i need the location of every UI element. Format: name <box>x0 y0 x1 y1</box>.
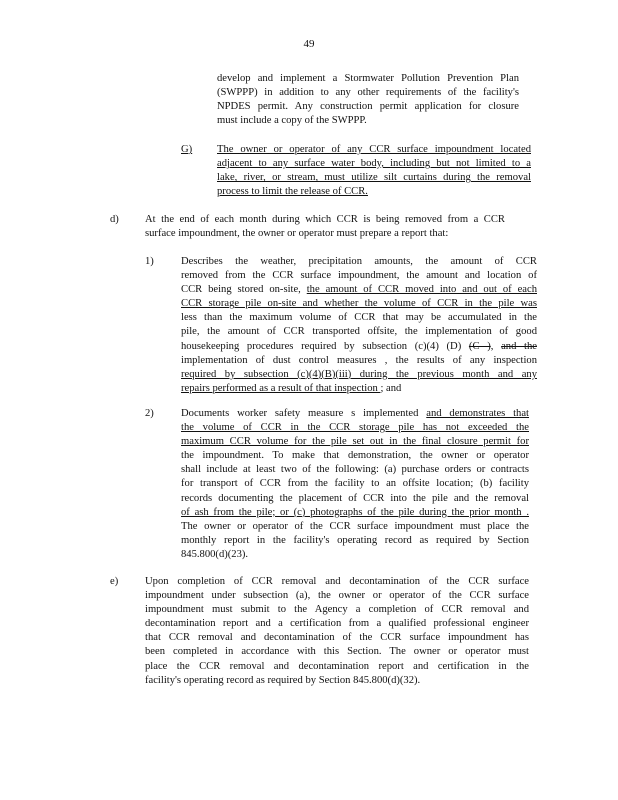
page-number: 49 <box>303 38 315 50</box>
item-d2-line-8: of ash from the pile; or (c) photographs of the pile during the prior month . <box>181 506 529 518</box>
item-e-line-6: been completed in accordance with this Section. The owner or operator must <box>145 646 529 658</box>
item-d2-text <box>181 407 529 562</box>
item-d1-line-10 <box>181 382 537 396</box>
item-d-line-1: At the end of each month during which CCR is being removed from a CCR <box>145 214 505 225</box>
item-e-line-1: Upon completion of CCR removal and decontamination of the CCR surface <box>145 576 529 587</box>
item-g-line-4: process to limit the release of CCR. <box>217 186 368 198</box>
item-e-line-3: impoundment must submit to the Agency a completion of CCR removal and <box>145 604 529 616</box>
item-d1-line-8: implementation of dust control measures , the results of any inspection <box>181 354 537 366</box>
item-e-line-7: place the CCR removal and decontamination report and certification in the <box>145 660 529 672</box>
item-d1-line-9: required by subsection (c)(4)(B)(iii) during the previous month and any <box>181 368 537 380</box>
item-d-line-2: surface impoundment, the owner or operator must prepare a report that: <box>145 228 449 240</box>
intro-line-2: (SWPPP) in addition to any other requirements of the facility's <box>217 87 519 99</box>
item-d1-line-7b: (C ) <box>468 340 491 352</box>
item-g-text <box>217 143 531 199</box>
item-d1-line-7d: and the <box>501 340 537 352</box>
item-d2-line-5: shall include at least two of the following: (a) purchase orders or contracts <box>181 464 529 476</box>
item-d2-line-9: The owner or operator of the CCR surface impoundment must place the <box>181 520 529 532</box>
item-e-line-2: impoundment under subsection (a), the owner or operator of the CCR surface <box>145 590 529 602</box>
item-e-line-4: decontamination report and a certification from a qualified professional engineer <box>145 618 529 630</box>
item-d1-line-1: Describes the weather, precipitation amounts, the amount of CCR <box>181 256 537 267</box>
item-d1-line-2: removed from the CCR surface impoundment, the amount and location of <box>181 270 537 282</box>
intro-line-1: develop and implement a Stormwater Pollution Prevention Plan <box>217 73 519 84</box>
item-g-line-3: lake, river, or stream, must utilize silt curtains during the removal <box>217 172 531 184</box>
item-d2-line-4: the impoundment. To make that demonstration, the owner or operator <box>181 450 529 462</box>
item-e-text <box>145 575 529 688</box>
item-d1-line-4: CCR storage pile on-site and whether the volume of CCR in the pile was <box>181 298 537 310</box>
item-d2-line-1a: Documents worker safety measure s implemented <box>181 408 427 419</box>
intro-line-3: NPDES permit. Any construction permit application for closure <box>217 101 519 113</box>
item-d2-line-1b: and demonstrates that <box>426 408 530 419</box>
item-d1-line-3b: the amount of CCR moved into and out of each <box>306 284 537 296</box>
item-d1-label: 1) <box>145 256 154 267</box>
item-d2-line-10: monthly report in the facility's operating record as required by Section <box>181 534 529 546</box>
item-d2-line-7: records documenting the placement of CCR into the pile and the removal <box>181 492 529 504</box>
item-d1-line-5: less than the maximum volume of CCR that may be accumulated in the <box>181 312 537 324</box>
item-d1-line-6: pile, the amount of CCR transported offsite, the implementation of good <box>181 326 537 338</box>
item-e-label: e) <box>110 576 119 587</box>
item-d-label: d) <box>110 214 119 225</box>
item-d1-text <box>181 255 537 396</box>
item-d-text <box>145 213 505 241</box>
item-d2-line-1 <box>181 407 529 421</box>
item-d2-line-11: 845.800(d)(23). <box>181 548 249 560</box>
item-d1-line-3 <box>181 283 537 297</box>
item-d1-line-7a: housekeeping procedures required by subsection (c)(4) (D) <box>181 340 469 352</box>
item-e-line-8: facility's operating record as required by Section 845.800(d)(32). <box>145 674 421 686</box>
intro-paragraph <box>217 72 519 128</box>
item-e-line-5: that CCR removal and decontamination of the CCR surface impoundment has <box>145 632 529 644</box>
item-d1-line-3a: CCR being stored on-site, <box>181 284 307 296</box>
item-d1-line-10b: ; and <box>380 382 402 394</box>
item-d1-line-10a: repairs performed as a result of that inspection <box>181 382 381 394</box>
item-d2-line-3: maximum CCR volume for the pile set out in the final closure permit for <box>181 436 529 448</box>
item-d1-line-7c: , <box>490 340 502 352</box>
item-d2-line-2: the volume of CCR in the CCR storage pile has not exceeded the <box>181 422 529 434</box>
item-g-label: G) <box>181 144 193 155</box>
item-d2-label: 2) <box>145 408 154 419</box>
item-g-line-2: adjacent to any surface water body, including but not limited to a <box>217 158 531 170</box>
intro-line-4: must include a copy of the SWPPP. <box>217 115 367 127</box>
item-g-line-1: The owner or operator of any CCR surface impoundment located <box>217 144 531 155</box>
item-d1-line-7 <box>181 340 537 354</box>
item-d2-line-6: for transport of CCR from the facility to an offsite location; (b) facility <box>181 478 529 490</box>
